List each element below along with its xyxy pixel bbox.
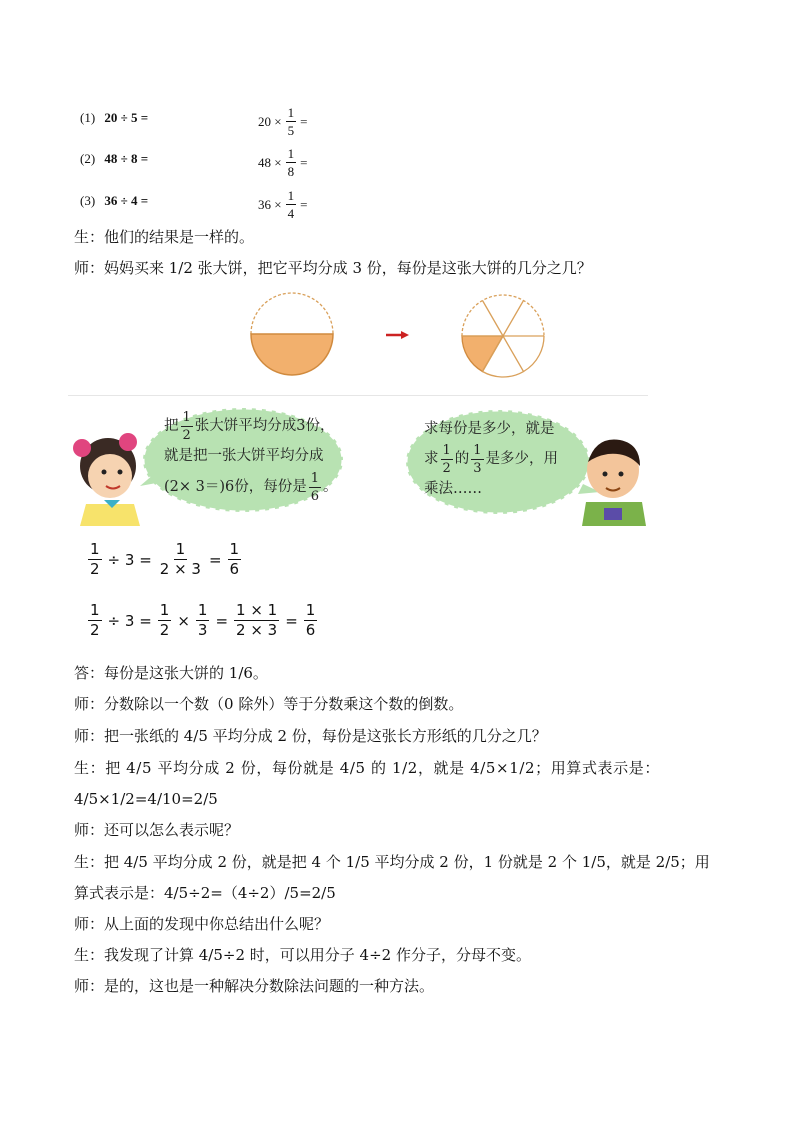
equation-left: 36 ÷ 4 = bbox=[104, 193, 149, 208]
fraction bbox=[158, 603, 172, 638]
numerator: 1 bbox=[175, 540, 186, 558]
text-fragment: 的 bbox=[454, 451, 470, 467]
denominator: 2 bbox=[442, 460, 451, 476]
filled-sixth bbox=[462, 336, 503, 372]
numerator: 1 bbox=[90, 540, 100, 558]
equation-right-3 bbox=[258, 189, 307, 220]
fraction bbox=[88, 603, 102, 638]
numerator: 1 bbox=[287, 105, 295, 120]
equation-left: 20 ÷ 5 = bbox=[104, 110, 149, 125]
fraction bbox=[286, 147, 297, 178]
equation-left: 48 ÷ 8 = bbox=[104, 151, 149, 166]
fraction bbox=[309, 472, 321, 503]
denominator: 2 bbox=[90, 560, 100, 578]
text-fragment: 求 bbox=[424, 451, 439, 467]
equation-label: (2) bbox=[80, 151, 96, 166]
equation-label: (1) bbox=[80, 110, 96, 125]
math-line-2 bbox=[88, 603, 317, 638]
denominator: 3 bbox=[197, 621, 208, 639]
text-fragment: 求每份是多少，就是 bbox=[424, 421, 555, 437]
denominator: 5 bbox=[287, 123, 295, 138]
dialogue-illustration bbox=[68, 395, 648, 526]
half-pancake-figure bbox=[251, 293, 333, 375]
denominator: 6 bbox=[305, 621, 316, 639]
divided-pancake-figure bbox=[462, 295, 544, 377]
numerator: 1 bbox=[287, 146, 295, 161]
text-fragment: 。 bbox=[323, 479, 338, 495]
filled-lower-half bbox=[251, 334, 333, 375]
equation-right-int: 48 × bbox=[258, 154, 282, 170]
student-line-4: 生：我发现了计算 4/5÷2 时，可以用分子 4÷2 作分子，分母不变。 bbox=[74, 946, 531, 964]
text-fragment: 张大饼平均分成3份， bbox=[194, 418, 335, 434]
teacher-line-rule: 师：分数除以一个数（0 除外）等于分数乘这个数的倒数。 bbox=[74, 695, 464, 713]
equation-right-1 bbox=[258, 106, 307, 137]
text-fragment: 是多少，用 bbox=[485, 451, 559, 467]
fraction bbox=[228, 542, 242, 577]
numerator: 1 bbox=[229, 540, 240, 558]
equation-label: (3) bbox=[80, 193, 96, 208]
fraction bbox=[441, 444, 453, 475]
fraction bbox=[88, 542, 102, 577]
right-bubble-row-1 bbox=[424, 416, 558, 442]
denominator: 2 × 3 bbox=[236, 621, 278, 639]
fraction bbox=[234, 603, 279, 638]
numerator: 1 × 1 bbox=[236, 601, 278, 619]
dialogue-art bbox=[68, 396, 648, 526]
denominator: 2 × 3 bbox=[159, 560, 201, 578]
right-bubble-row-3 bbox=[424, 476, 558, 502]
text-fragment: (2× 3＝)6份，每份是 bbox=[164, 479, 307, 495]
teacher-line-summary: 师：从上面的发现中你总结出什么呢？ bbox=[74, 915, 330, 933]
student-line-3b: 算式表示是：4/5÷2=（4÷2）/5=2/5 bbox=[74, 884, 336, 902]
student-line-2b: 4/5×1/2=4/10=2/5 bbox=[74, 790, 218, 808]
student-line-1: 生：他们的结果是一样的。 bbox=[74, 228, 255, 246]
operator: ÷ 3 = bbox=[107, 611, 152, 630]
teacher-line-paper: 师：把一张纸的 4/5 平均分成 2 份，每份是这张长方形纸的几分之几？ bbox=[74, 727, 547, 745]
answer-line: 答：每份是这张大饼的 1/6。 bbox=[74, 664, 268, 682]
fraction bbox=[196, 603, 210, 638]
left-bubble-row-2 bbox=[164, 440, 338, 472]
numerator: 1 bbox=[287, 188, 295, 203]
denominator: 6 bbox=[310, 488, 320, 504]
pancake-illustration bbox=[245, 290, 555, 382]
denominator: 2 bbox=[182, 427, 191, 443]
equation-row-2 bbox=[80, 151, 360, 167]
equation-row-3 bbox=[80, 193, 360, 209]
arrow-icon bbox=[386, 331, 409, 339]
denominator: 6 bbox=[229, 560, 240, 578]
math-line-1 bbox=[88, 542, 241, 577]
denominator: 4 bbox=[287, 206, 295, 221]
numerator: 1 bbox=[182, 409, 191, 425]
numerator: 1 bbox=[442, 442, 451, 458]
equals-sign: = bbox=[300, 154, 308, 170]
teacher-line-final: 师：是的，这也是一种解决分数除法问题的一种方法。 bbox=[74, 977, 435, 995]
operator: × bbox=[177, 611, 190, 630]
operator: = bbox=[215, 611, 229, 630]
fraction bbox=[181, 411, 193, 442]
dashed-upper-half bbox=[251, 293, 333, 334]
student-line-2a: 生：把 4/5 平均分成 2 份，每份就是 4/5 的 1/2，就是 4/5×1/2；用算式表示是： bbox=[74, 759, 660, 777]
boy-character bbox=[582, 439, 646, 526]
left-bubble-row-3 bbox=[164, 472, 338, 502]
equation-row-1 bbox=[80, 110, 360, 126]
teacher-question-pancake: 师：妈妈买来 1/2 张大饼，把它平均分成 3 份，每份是这张大饼的几分之几？ bbox=[74, 259, 592, 277]
text-fragment: 把 bbox=[164, 418, 179, 434]
operator: = bbox=[208, 550, 222, 569]
numerator: 1 bbox=[473, 442, 482, 458]
right-bubble-row-2 bbox=[424, 442, 558, 476]
left-bubble-row-1 bbox=[164, 409, 338, 443]
text-fragment: 乘法…… bbox=[424, 481, 482, 497]
equation-right-int: 36 × bbox=[258, 196, 282, 212]
fraction bbox=[158, 542, 203, 577]
denominator: 2 bbox=[90, 621, 100, 639]
denominator: 2 bbox=[159, 621, 170, 639]
numerator: 1 bbox=[197, 601, 208, 619]
equals-sign: = bbox=[300, 196, 308, 212]
fraction bbox=[286, 189, 297, 220]
operator: = bbox=[285, 611, 298, 630]
operator: ÷ 3 = bbox=[107, 550, 152, 569]
equation-right-2 bbox=[258, 147, 307, 178]
denominator: 3 bbox=[473, 460, 482, 476]
fraction bbox=[471, 444, 483, 475]
student-line-3a: 生：把 4/5 平均分成 2 份，就是把 4 个 1/5 平均分成 2 份，1 份就是 2 个 1/5，就是 2/5；用 bbox=[74, 853, 710, 871]
fraction bbox=[304, 603, 318, 638]
equation-right-int: 20 × bbox=[258, 113, 282, 129]
fraction bbox=[286, 106, 297, 137]
left-bubble-text bbox=[164, 409, 338, 504]
denominator: 8 bbox=[287, 164, 295, 179]
right-bubble-text bbox=[424, 416, 558, 502]
girl-character bbox=[73, 433, 140, 526]
equals-sign: = bbox=[300, 113, 308, 129]
teacher-line-other-way: 师：还可以怎么表示呢？ bbox=[74, 821, 240, 839]
numerator: 1 bbox=[159, 601, 170, 619]
text-fragment: 就是把一张大饼平均分成 bbox=[164, 448, 324, 464]
numerator: 1 bbox=[305, 601, 316, 619]
numerator: 1 bbox=[310, 470, 320, 486]
numerator: 1 bbox=[90, 601, 100, 619]
